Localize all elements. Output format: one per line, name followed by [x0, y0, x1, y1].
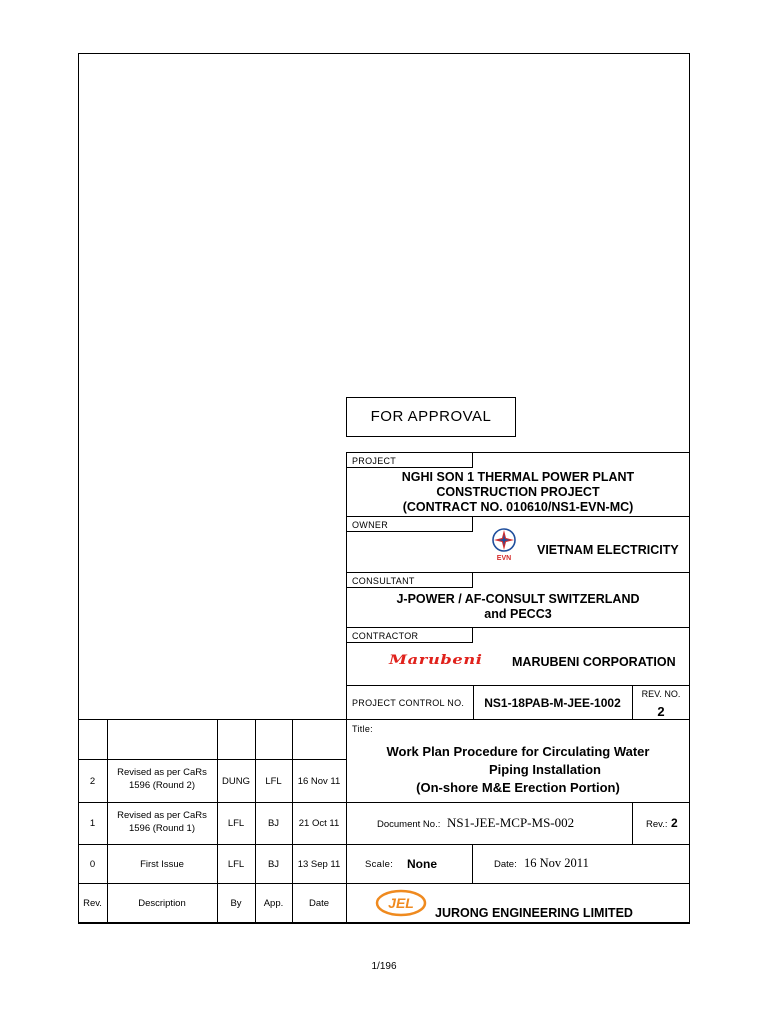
marubeni-logo: Marubeni — [389, 653, 483, 668]
project-label: PROJECT — [352, 456, 397, 466]
scale-label: Scale: — [365, 859, 394, 870]
docno-top-rule — [346, 802, 690, 803]
contractor-label: CONTRACTOR — [352, 631, 419, 641]
rev-header-app: App. — [263, 897, 284, 909]
rev-header-description: Description — [138, 897, 186, 909]
owner-label: OWNER — [352, 520, 388, 530]
doc-title-line1: Work Plan Procedure for Circulating Water — [386, 744, 650, 759]
docno-label: Document No.: — [377, 819, 441, 830]
doc-title-line2: Piping Installation — [489, 762, 601, 777]
scale-date-divider — [472, 844, 473, 883]
contractor-name: MARUBENI CORPORATION — [512, 655, 676, 669]
rev-header-rev: Rev. — [83, 897, 102, 909]
rev-date: 13 Sep 11 — [297, 858, 341, 870]
date-value: 16 Nov 2011 — [524, 856, 589, 870]
control-top-rule — [346, 685, 690, 686]
rev-app: BJ — [267, 818, 280, 829]
approval-stamp: FOR APPROVAL — [370, 408, 492, 425]
control-label: PROJECT CONTROL NO. — [352, 698, 465, 708]
rev-by: LFL — [227, 818, 245, 829]
rev-description-2: 1596 (Round 1) — [128, 822, 196, 834]
date-label: Date: — [494, 859, 517, 870]
rev-description-1: First Issue — [140, 858, 184, 870]
evn-logo-text: EVN — [496, 555, 512, 562]
consultant-name-line2: and PECC3 — [484, 607, 552, 621]
rev-app: LFL — [265, 775, 282, 787]
docno-rev-value: 2 — [671, 816, 678, 830]
rev-by: LFL — [227, 858, 245, 870]
docno-value: NS1-JEE-MCP-MS-002 — [447, 815, 575, 830]
control-number: NS1-18PAB-M-JEE-1002 — [484, 696, 621, 710]
rev-date: 21 Oct 11 — [298, 818, 340, 829]
rev-number: 2 — [89, 775, 96, 787]
jel-logo-text: JEL — [388, 895, 414, 911]
rev-app: BJ — [267, 858, 280, 870]
title-top-rule — [78, 719, 690, 720]
consultant-name-line1: J-POWER / AF-CONSULT SWITZERLAND — [396, 592, 640, 606]
rev-header-date: Date — [308, 897, 330, 909]
consultant-label: CONSULTANT — [352, 576, 415, 586]
docno-rev-label: Rev.: — [646, 819, 668, 830]
docno-divider — [632, 802, 633, 844]
rev-header-by: By — [230, 897, 242, 909]
page-number: 1/196 — [371, 961, 397, 972]
owner-name: VIETNAM ELECTRICITY — [537, 543, 679, 557]
rev-number: 1 — [89, 818, 96, 829]
scale-value: None — [407, 857, 437, 871]
rev-description-1: Revised as per CaRs — [117, 766, 207, 778]
project-name-line1: NGHI SON 1 THERMAL POWER PLANT — [401, 470, 635, 484]
rev-description-2: 1596 (Round 2) — [128, 779, 196, 791]
rev-no-label: REV. NO. — [641, 689, 681, 699]
doc-title-line3: (On-shore M&E Erection Portion) — [416, 780, 620, 795]
rev-by: DUNG — [222, 775, 250, 787]
frame-bottom-rule — [78, 922, 690, 924]
title-label: Title: — [352, 724, 373, 734]
rev-number: 0 — [89, 858, 96, 870]
project-contract-no: (CONTRACT NO. 010610/NS1-EVN-MC) — [402, 500, 634, 514]
rev-no-value: 2 — [657, 704, 665, 719]
rev-date: 16 Nov 11 — [297, 775, 341, 787]
company-name: JURONG ENGINEERING LIMITED — [435, 906, 633, 920]
project-name-line2: CONSTRUCTION PROJECT — [436, 485, 600, 499]
rev-description-1: Revised as per CaRs — [117, 809, 207, 821]
